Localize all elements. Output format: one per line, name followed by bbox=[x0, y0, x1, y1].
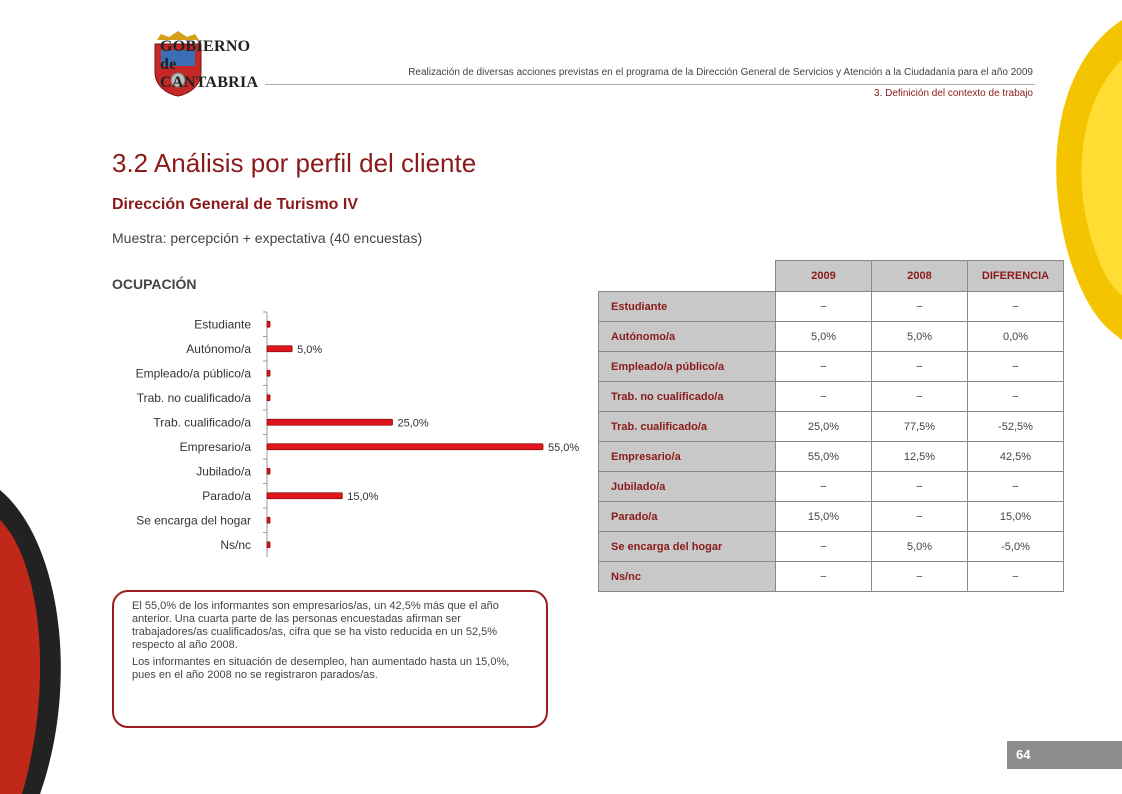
chart-heading: OCUPACIÓN bbox=[112, 276, 197, 292]
cell-2008: − bbox=[872, 562, 968, 592]
cell-2008: − bbox=[872, 382, 968, 412]
category-label: Ns/nc bbox=[220, 537, 251, 552]
analysis-paragraph-1: El 55,0% de los informantes son empresarios/as, un 42,5% más que el año anterior. Una cuarta parte de las personas encuestadas afirman ser trabajadores/as cualificados/as, cifra que se ha visto reducida en un 52,5% respecto al año 2008. bbox=[132, 600, 499, 651]
cell-2009: − bbox=[776, 382, 872, 412]
cell-2009: 55,0% bbox=[776, 442, 872, 472]
bar bbox=[267, 419, 392, 425]
dark-swoosh-left bbox=[0, 490, 61, 794]
cell-2008: − bbox=[872, 502, 968, 532]
bar bbox=[267, 395, 270, 401]
table-row bbox=[599, 562, 1064, 592]
data-label: 5,0% bbox=[297, 343, 323, 356]
bar bbox=[267, 444, 543, 450]
category-label: Empleado/a público/a bbox=[135, 366, 251, 381]
header-divider bbox=[265, 84, 1035, 85]
category-label: Trab. cualificado/a bbox=[153, 415, 251, 430]
analysis-note bbox=[112, 590, 548, 728]
row-label: Estudiante bbox=[599, 292, 776, 322]
cell-2008: − bbox=[872, 352, 968, 382]
table-header-row bbox=[599, 261, 1064, 292]
cell-2009: 25,0% bbox=[776, 412, 872, 442]
occupation-bar-chart bbox=[110, 300, 600, 570]
cell-2008: 5,0% bbox=[872, 322, 968, 352]
table-row bbox=[599, 472, 1064, 502]
cell-diferencia: 15,0% bbox=[968, 502, 1064, 532]
red-swoosh-left bbox=[0, 520, 40, 794]
bar bbox=[267, 517, 270, 523]
row-label: Trab. no cualificado/a bbox=[599, 382, 776, 412]
cell-2009: − bbox=[776, 352, 872, 382]
table-row bbox=[599, 292, 1064, 322]
table-row bbox=[599, 532, 1064, 562]
cell-2009: − bbox=[776, 472, 872, 502]
document-title: Realización de diversas acciones previstas en el programa de la Dirección General de Servicios y Atención a la Ciudadanía para el año 2009 bbox=[408, 67, 1033, 78]
table-row bbox=[599, 352, 1064, 382]
cell-2008: 12,5% bbox=[872, 442, 968, 472]
cell-diferencia: − bbox=[968, 352, 1064, 382]
bar bbox=[267, 542, 270, 548]
row-label: Se encarga del hogar bbox=[599, 532, 776, 562]
category-label: Estudiante bbox=[194, 317, 251, 332]
row-label: Parado/a bbox=[599, 502, 776, 532]
row-label: Autónomo/a bbox=[599, 322, 776, 352]
bar bbox=[267, 321, 270, 327]
table-row bbox=[599, 412, 1064, 442]
column-header-diferencia: DIFERENCIA bbox=[968, 261, 1064, 292]
row-label: Ns/nc bbox=[599, 562, 776, 592]
category-label: Se encarga del hogar bbox=[136, 513, 251, 528]
row-label: Empresario/a bbox=[599, 442, 776, 472]
table-row bbox=[599, 322, 1064, 352]
cell-2009: − bbox=[776, 292, 872, 322]
logo-line-1: GOBIERNO bbox=[160, 38, 251, 55]
column-header-2008: 2008 bbox=[872, 261, 968, 292]
category-label: Trab. no cualificado/a bbox=[136, 390, 251, 405]
sample-description: Muestra: percepción + expectativa (40 encuestas) bbox=[112, 230, 423, 246]
page-number: 64 bbox=[1016, 747, 1031, 762]
table-row bbox=[599, 442, 1064, 472]
analysis-paragraph-2: Los informantes en situación de desempleo, han aumentado hasta un 15,0%, pues en el año 2008 no se registraron parados/as. bbox=[132, 656, 510, 681]
logo-line-3: CANTABRIA bbox=[160, 74, 259, 91]
category-label: Empresario/a bbox=[179, 439, 251, 454]
row-label: Jubilado/a bbox=[599, 472, 776, 502]
page-title: 3.2 Análisis por perfil del cliente bbox=[112, 148, 477, 178]
table-corner-cell bbox=[599, 261, 776, 292]
section-label: 3. Definición del contexto de trabajo bbox=[874, 88, 1033, 99]
cell-diferencia: -52,5% bbox=[968, 412, 1064, 442]
bar bbox=[267, 493, 342, 499]
bar bbox=[267, 370, 270, 376]
data-label: 15,0% bbox=[347, 490, 379, 503]
category-label: Autónomo/a bbox=[186, 341, 251, 356]
page-subtitle: Dirección General de Turismo IV bbox=[112, 196, 358, 213]
cell-diferencia: − bbox=[968, 562, 1064, 592]
cell-2008: 77,5% bbox=[872, 412, 968, 442]
column-header-2009: 2009 bbox=[776, 261, 872, 292]
bar bbox=[267, 346, 292, 352]
row-label: Trab. cualificado/a bbox=[599, 412, 776, 442]
cell-2009: 5,0% bbox=[776, 322, 872, 352]
gold-swoosh-right bbox=[1056, 20, 1122, 340]
row-label: Empleado/a público/a bbox=[599, 352, 776, 382]
cell-2008: − bbox=[872, 472, 968, 502]
cell-diferencia: 42,5% bbox=[968, 442, 1064, 472]
cell-diferencia: − bbox=[968, 472, 1064, 502]
category-label: Jubilado/a bbox=[196, 464, 251, 479]
gold-swoosh-highlight bbox=[1081, 60, 1122, 295]
table-row bbox=[599, 502, 1064, 532]
data-label: 25,0% bbox=[397, 417, 429, 430]
category-label: Parado/a bbox=[202, 488, 251, 503]
bar bbox=[267, 468, 270, 474]
cell-diferencia: − bbox=[968, 292, 1064, 322]
cell-2009: − bbox=[776, 562, 872, 592]
page-number-box bbox=[1007, 741, 1122, 769]
logo-wordmark bbox=[160, 38, 258, 92]
cell-diferencia: 0,0% bbox=[968, 322, 1064, 352]
logo-line-2: de bbox=[160, 56, 177, 73]
comparison-table bbox=[598, 260, 1064, 592]
cell-2009: 15,0% bbox=[776, 502, 872, 532]
table-row bbox=[599, 382, 1064, 412]
cell-diferencia: − bbox=[968, 382, 1064, 412]
cell-diferencia: -5,0% bbox=[968, 532, 1064, 562]
cell-2008: − bbox=[872, 292, 968, 322]
cell-2008: 5,0% bbox=[872, 532, 968, 562]
cell-2009: − bbox=[776, 532, 872, 562]
data-label: 55,0% bbox=[548, 441, 580, 454]
